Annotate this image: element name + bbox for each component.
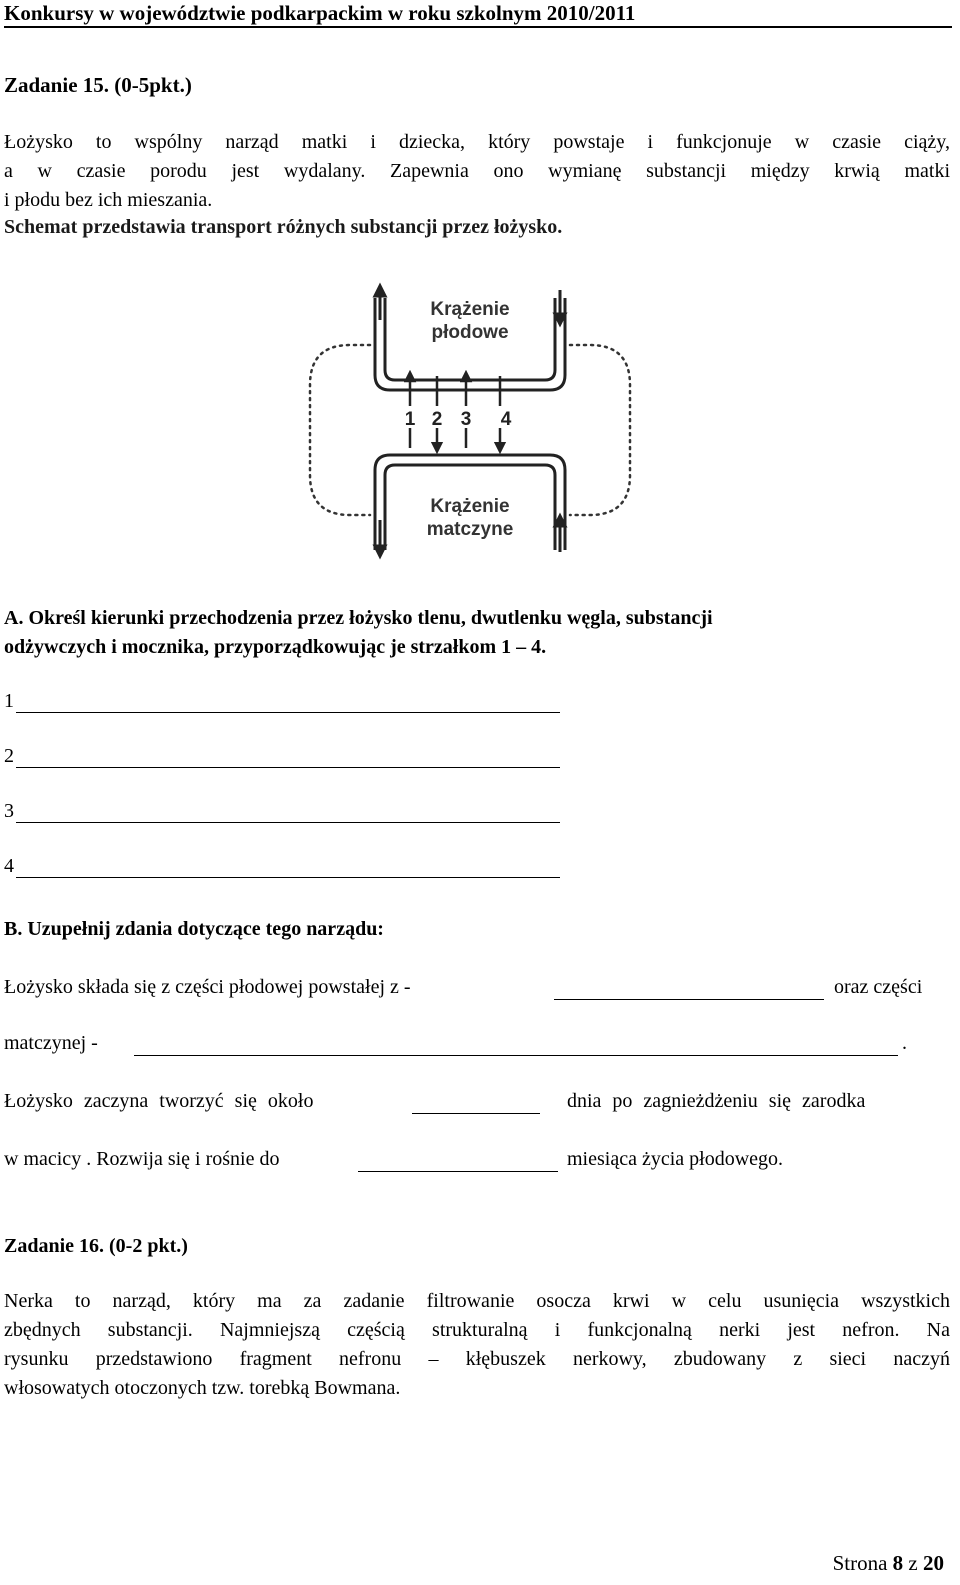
sentence-2-b: dnia po zagnieżdżeniu się zarodka [567,1090,866,1112]
page-total: 20 [923,1551,944,1575]
intro-line-3: i płodu bez ich mieszania. [4,189,213,211]
placenta-diagram [300,280,640,560]
task16-line-4: włosowatych otoczonych tzw. torebką Bowmana. [4,1377,401,1399]
page-number: 8 [892,1551,904,1575]
arrow-label-2: 2 [431,409,443,430]
arrow-label-4: 4 [500,409,512,430]
page-footer: Strona 8 z 20 [832,1551,944,1575]
task16-text [4,1287,950,1403]
task15-intro [4,128,950,215]
task15-title: Zadanie 15. (0-5pkt.) [4,73,192,97]
dotted-loop [310,345,630,515]
fetal-label-2: płodowe [431,322,509,343]
sentence-3-a: w macicy . Rozwija się i rośnie do [4,1148,280,1170]
answer-line-1[interactable]: 1 [4,690,564,720]
blank-3[interactable] [412,1113,540,1114]
intro-line-1: Łożysko to wspólny narząd matki i dziecka, który powstaje i funkcjonuje w czasie ciąży, [4,131,950,153]
fetal-label-1: Krążenie [430,299,510,320]
answer-line-3[interactable]: 3 [4,800,564,830]
sentence-3-b: miesiąca życia płodowego. [567,1148,784,1170]
part-a-line-2: odżywczych i mocznika, przyporządkowując je strzałkom 1 – 4. [4,636,547,658]
sentence-1-a: Łożysko składa się z części płodowej powstałej z - [4,976,411,998]
arrow-label-3: 3 [460,409,472,430]
schema-caption: Schemat przedstawia transport różnych substancji przez łożysko. [4,216,563,238]
part-a-line-1: A. Określ kierunki przechodzenia przez łożysko tlenu, dwutlenku węgla, substancji [4,607,713,629]
arrow-label-1: 1 [404,409,416,430]
sentence-1-b: oraz części [834,976,923,998]
intro-line-2: a w czasie porodu jest wydalany. Zapewnia ono wymianę substancji między krwią matki [4,160,950,182]
part-b-title: B. Uzupełnij zdania dotyczące tego narządu: [4,918,384,940]
answer-line-2[interactable]: 2 [4,745,564,775]
sentence-1-c: matczynej - [4,1032,98,1054]
sentence-2-a: Łożysko zaczyna tworzyć się około [4,1090,314,1112]
task16-line-3: rysunku przedstawiono fragment nefronu – kłębuszek nerkowy, zbudowany z sieci naczyń [4,1348,950,1370]
task16-line-2: zbędnych substancji. Najmniejszą częścią strukturalną i funkcjonalną nerki jest nefron. Na [4,1319,950,1341]
maternal-label-2: matczyne [426,519,514,540]
answer-line-4[interactable]: 4 [4,855,564,885]
sentence-1-d: . [902,1032,907,1054]
header-title: Konkursy w województwie podkarpackim w roku szkolnym 2010/2011 [4,1,636,25]
maternal-label-1: Krążenie [430,496,510,517]
blank-2[interactable] [134,1055,898,1056]
task16-title: Zadanie 16. (0-2 pkt.) [4,1235,188,1257]
part-a-question [4,604,950,662]
blank-1[interactable] [554,999,824,1000]
blank-4[interactable] [358,1171,558,1172]
page-header [4,0,952,28]
task16-line-1: Nerka to narząd, który ma za zadanie filtrowanie osocza krwi w celu usunięcia wszystkich [4,1290,950,1312]
